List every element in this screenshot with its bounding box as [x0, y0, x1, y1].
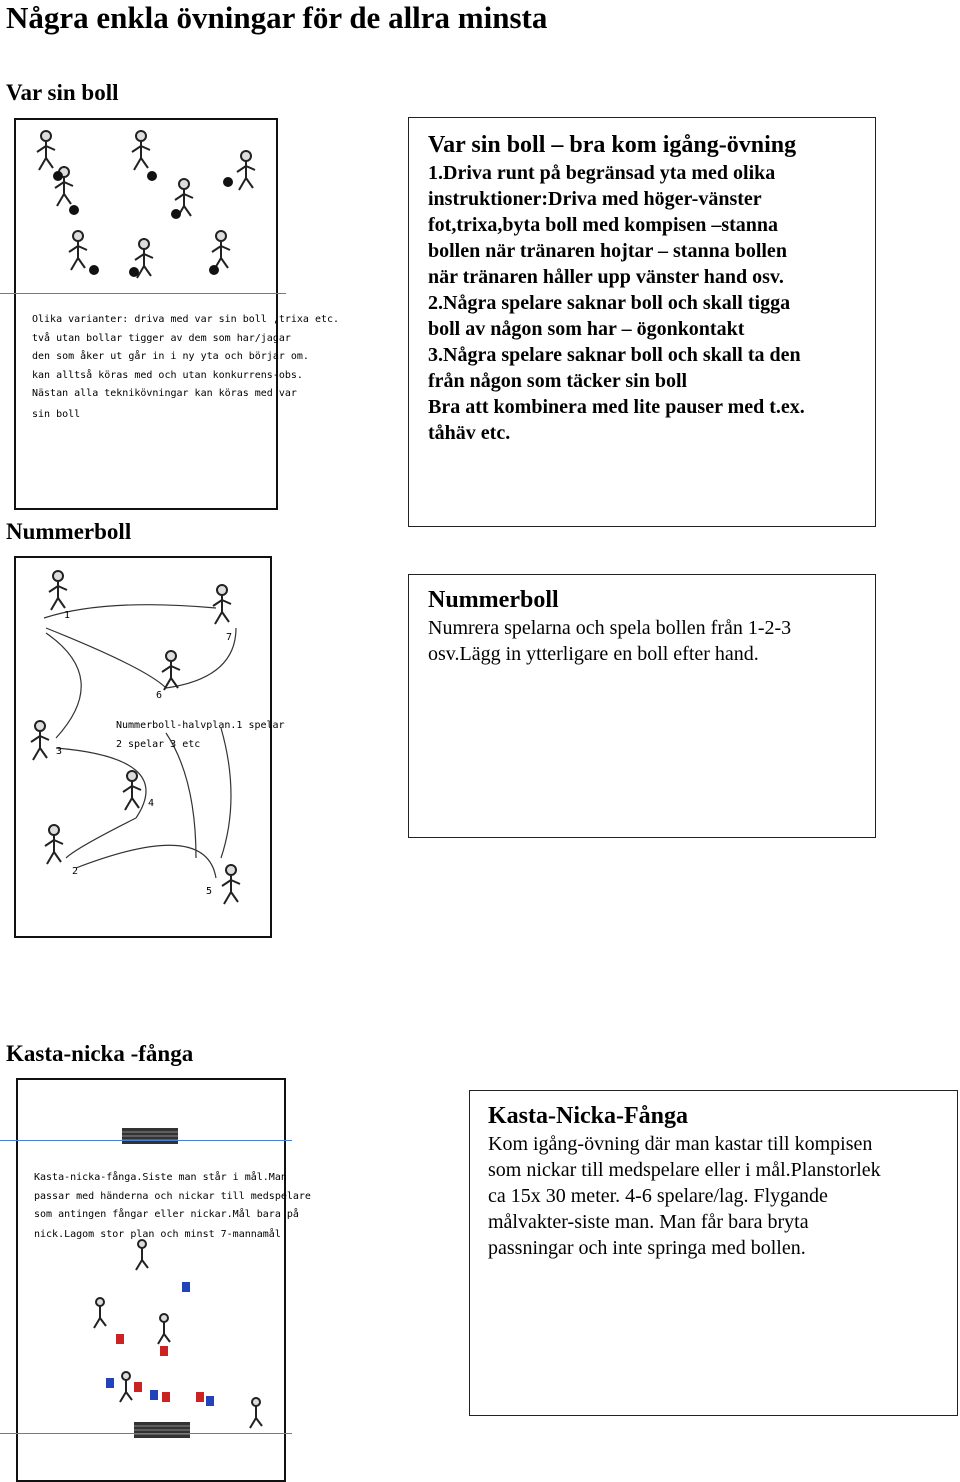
player-figure	[69, 231, 87, 270]
textbox-line: bollen när tränaren hojtar – stanna bollen	[428, 240, 787, 262]
textbox-line: boll av någon som har – ögonkontakt	[428, 318, 745, 340]
textbox-line: 1.Driva runt på begränsad yta med olika	[428, 162, 776, 184]
player-number: 6	[156, 690, 163, 701]
player-figure	[237, 151, 255, 190]
ball-icon	[129, 267, 139, 277]
player-figure	[94, 1298, 106, 1328]
diagram-caption-line: sin boll	[32, 409, 81, 420]
textbox-line: passningar och inte springa med bollen.	[488, 1237, 806, 1259]
goal-icon	[122, 1128, 178, 1144]
textbox-line: när tränaren håller upp vänster hand osv.	[428, 266, 784, 288]
diagram-var-sin-boll	[14, 118, 340, 510]
player-figure	[212, 231, 230, 270]
diagram-caption-line: passar med händerna och nickar till medspelare	[34, 1191, 311, 1202]
player-number: 1	[64, 610, 71, 621]
team-red-players	[116, 1334, 204, 1402]
section-heading-var-sin-boll: Var sin boll	[6, 80, 119, 105]
textbox-line: Numrera spelarna och spela bollen från 1-2-3	[428, 617, 792, 639]
diagram-kasta-nicka-fanga	[16, 1078, 311, 1482]
player-figure	[162, 651, 180, 690]
player-number: 5	[206, 886, 213, 897]
textbox-line: Kom igång-övning där man kastar till kompisen	[488, 1133, 873, 1155]
textbox-line: 3.Några spelare saknar boll och skall ta den	[428, 344, 801, 366]
player-figure	[213, 585, 231, 624]
textbox-line: som nickar till medspelare eller i mål.Planstorlek	[488, 1159, 881, 1181]
goal-icon	[134, 1422, 190, 1438]
ball-icon	[89, 265, 99, 275]
textbox-nummerboll	[408, 574, 876, 838]
diagram-caption-line: Nästan alla teknikövningar kan köras med var	[32, 388, 297, 399]
section-heading-nummerboll: Nummerboll	[6, 519, 132, 544]
player-figure	[123, 771, 141, 810]
textbox-title: Var sin boll – bra kom igång-övning	[428, 132, 797, 158]
player-figure	[136, 1240, 148, 1270]
player-number: 2	[72, 866, 79, 877]
diagram-caption-line: den som åker ut går in i ny yta och börjar om.	[32, 351, 309, 362]
textbox-var-sin-boll	[408, 117, 876, 527]
guide-line	[0, 1140, 292, 1141]
textbox-line: instruktioner:Driva med höger-vänster	[428, 188, 762, 210]
diagram-caption-line: Olika varianter: driva med var sin boll ,trixa etc.	[32, 314, 340, 325]
player-figure	[120, 1372, 132, 1402]
ball-icon	[171, 209, 181, 219]
ball-icon	[147, 171, 157, 181]
player-figure	[49, 571, 67, 610]
textbox-title: Nummerboll	[428, 587, 559, 613]
diagram-caption-line: som antingen fångar eller nickar.Mål bara på	[34, 1209, 299, 1220]
player-number: 4	[148, 798, 155, 809]
diagram-caption-line: 2 spelar 3 etc	[116, 739, 201, 750]
ball-icon	[223, 177, 233, 187]
diagram-caption-line: två utan bollar tigger av dem som har/jagar	[32, 333, 291, 344]
player-figure	[37, 131, 55, 170]
diagram-caption-line: Nummerboll-halvplan.1 spelar	[116, 720, 285, 731]
textbox-line: målvakter-siste man. Man får bara bryta	[488, 1211, 809, 1233]
ball-icon	[209, 265, 219, 275]
player-number: 3	[56, 746, 63, 757]
section-heading-kasta-nicka-fanga: Kasta-nicka -fånga	[6, 1041, 194, 1066]
guide-line	[0, 1433, 292, 1434]
textbox-line: från någon som täcker sin boll	[428, 370, 688, 392]
textbox-line: Bra att kombinera med lite pauser med t.ex.	[428, 396, 805, 418]
textbox-kasta-nicka-fanga	[469, 1090, 958, 1416]
player-number: 7	[226, 632, 233, 643]
textbox-line: osv.Lägg in ytterligare en boll efter hand.	[428, 643, 759, 665]
diagram-nummerboll	[14, 556, 285, 938]
diagram-caption-line: Kasta-nicka-fånga.Siste man står i mål.Man	[34, 1172, 287, 1183]
diagram-caption-line: nick.Lagom stor plan och minst 7-mannamål	[34, 1229, 281, 1240]
textbox-title: Kasta-Nicka-Fånga	[488, 1103, 688, 1129]
player-figure	[45, 825, 63, 864]
player-figure	[158, 1314, 170, 1344]
ball-icon	[69, 205, 79, 215]
player-figure	[31, 721, 49, 760]
textbox-line: fot,trixa,byta boll med kompisen –stanna	[428, 214, 779, 236]
player-figure	[222, 865, 240, 904]
diagram-caption-line: kan alltså köras med och utan konkurrens-obs.	[32, 370, 303, 381]
textbox-line: ca 15x 30 meter. 4-6 spelare/lag. Flygande	[488, 1185, 828, 1207]
page-title: Några enkla övningar för de allra minsta	[6, 0, 548, 35]
textbox-line: tåhäv etc.	[428, 422, 511, 444]
player-figure	[132, 131, 150, 170]
ball-icon	[53, 171, 63, 181]
textbox-line: 2.Några spelare saknar boll och skall tigga	[428, 292, 791, 314]
player-figure	[250, 1398, 262, 1428]
guide-line	[0, 293, 286, 294]
